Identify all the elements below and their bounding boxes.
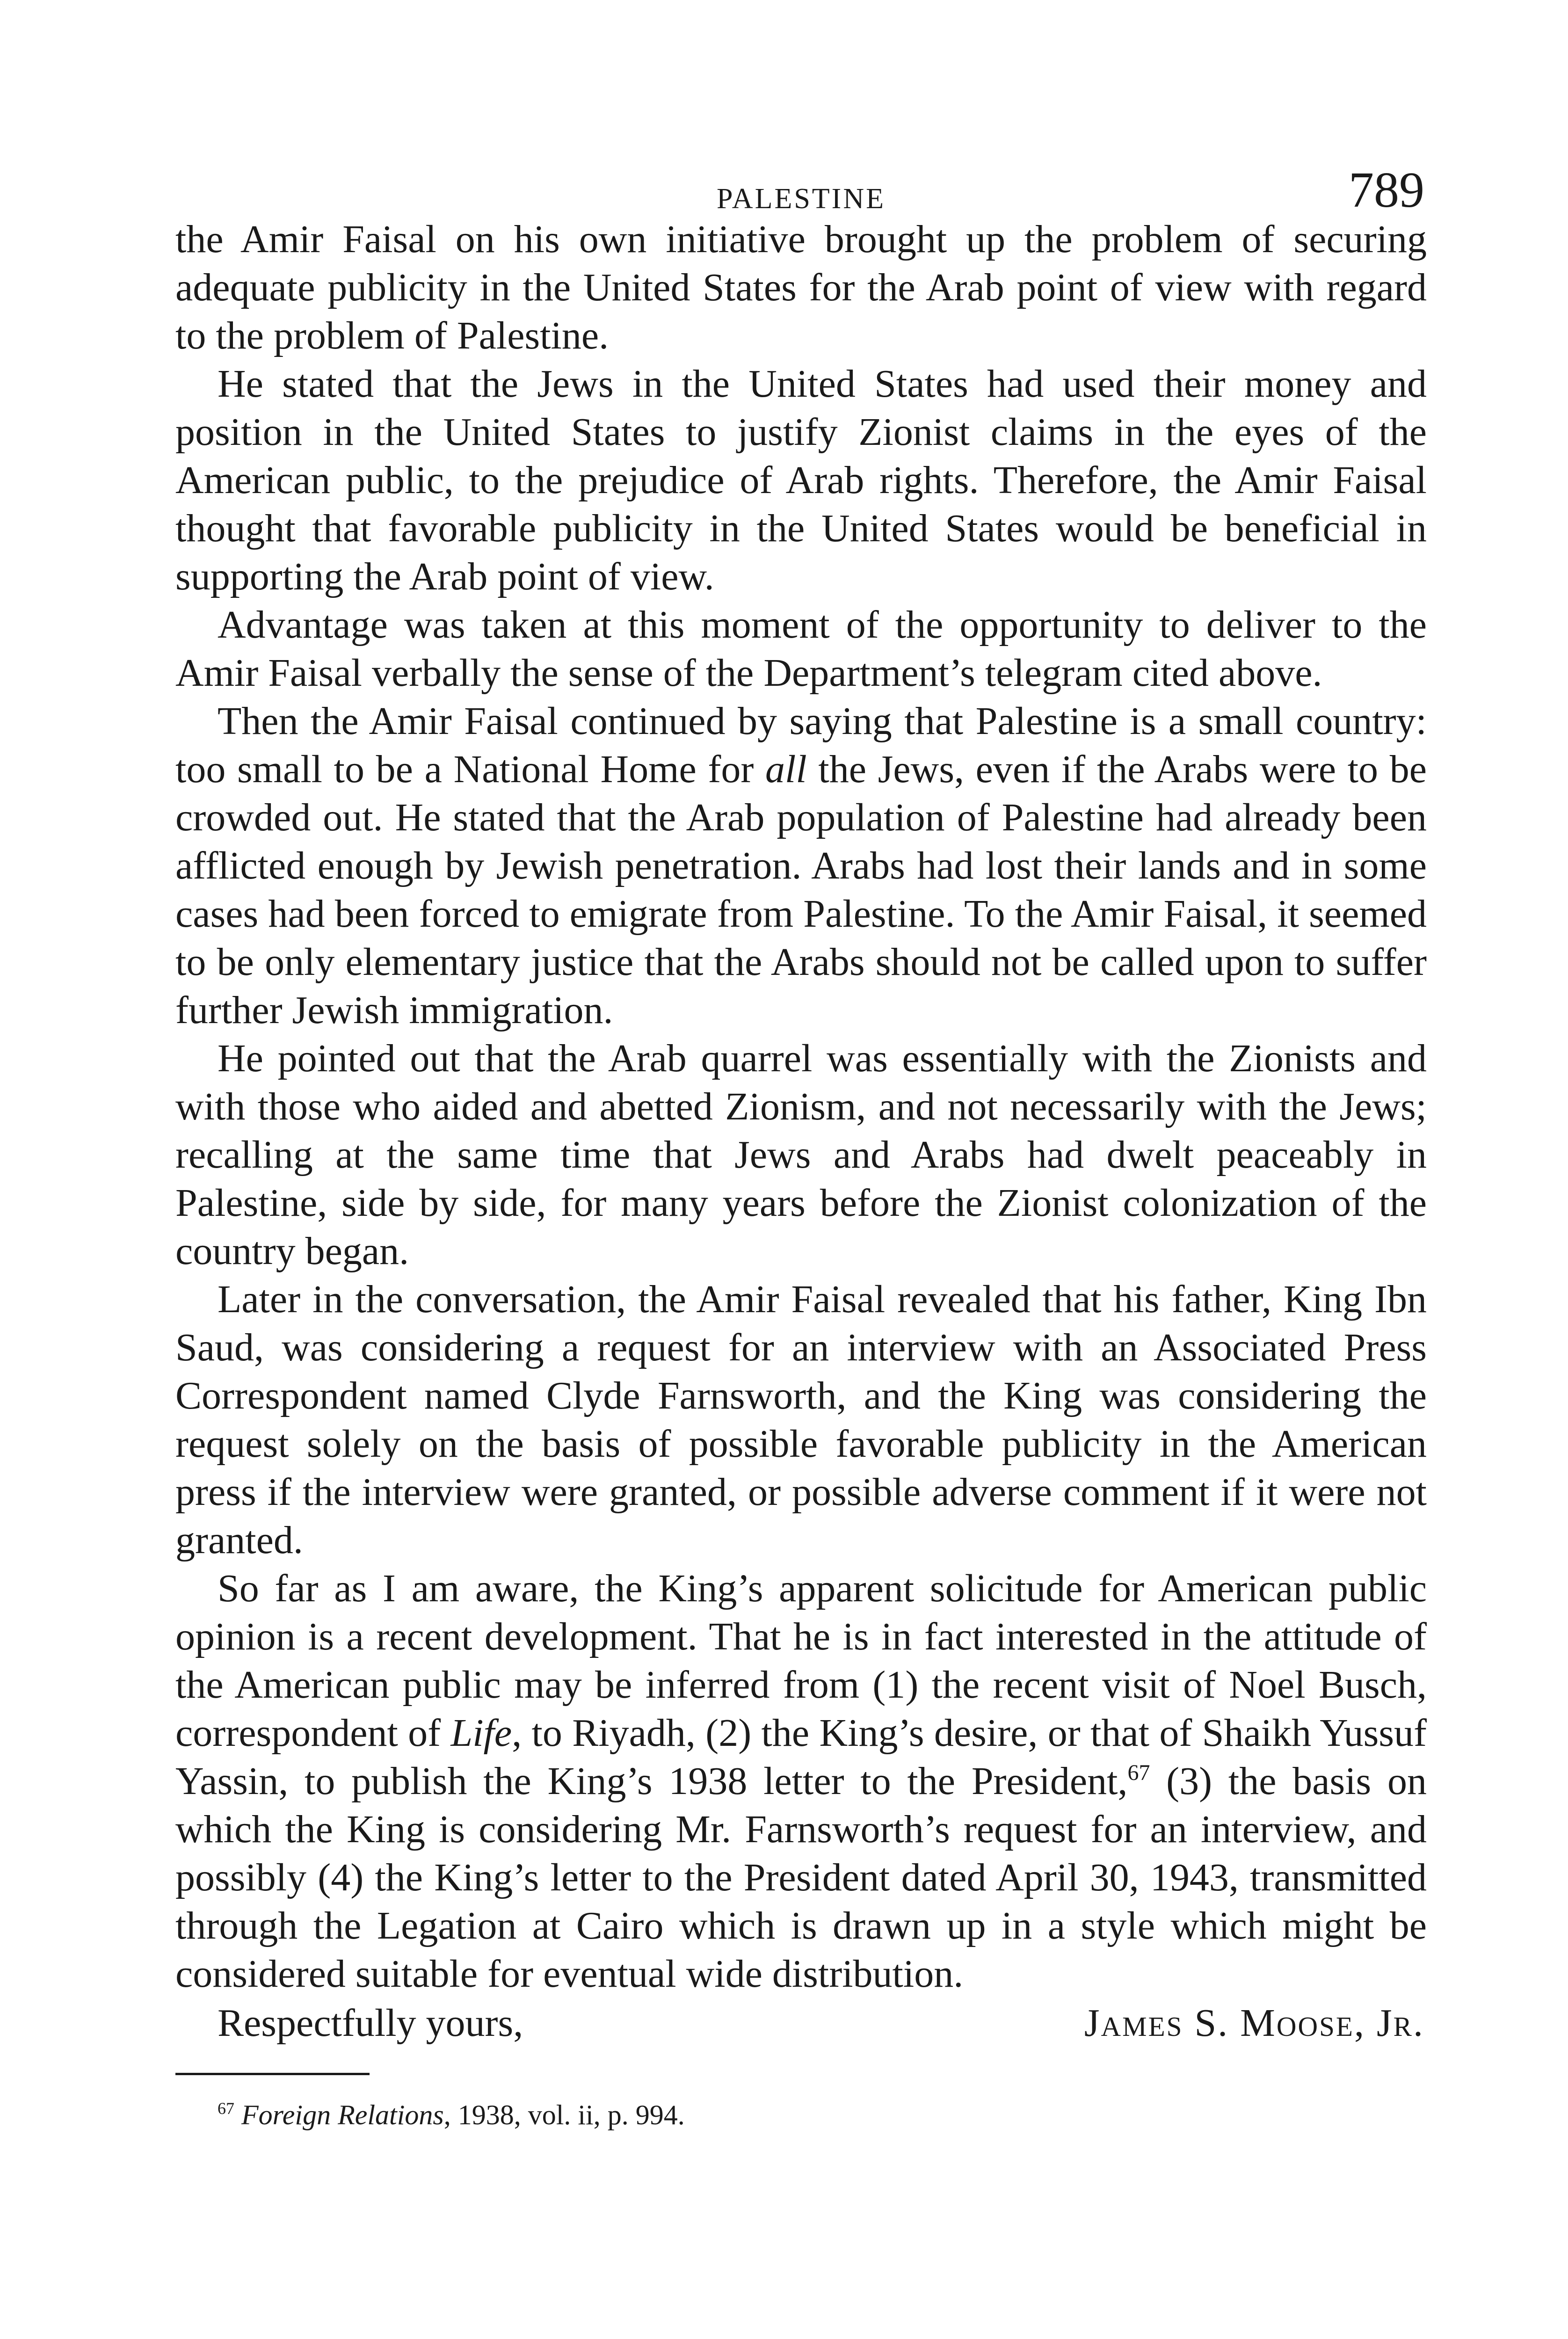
running-head: PALESTINE — [717, 183, 886, 215]
footnote-citation: , 1938, vol. ii, p. 994. — [443, 2099, 685, 2130]
paragraph-1: the Amir Faisal on his own initiative brought up the problem of securing adequate publicity in the United States for the Arab point of view with regard to the problem of Palestine. — [175, 218, 1427, 357]
closing-line — [175, 1999, 1427, 2047]
paragraph-4 — [175, 697, 1427, 1034]
paragraph-4-emphasis: all — [765, 748, 807, 791]
page-header — [175, 140, 1427, 218]
footnote — [175, 2096, 1427, 2134]
paragraph-4-text-a: Then the Amir Faisal continued by saying that Palestine is a small country: too small to be a National Home for — [175, 699, 1427, 791]
document-page — [175, 140, 1427, 2134]
paragraph-4-text-b: the Jews, even if the Arabs were to be crowded out. He stated that the Arab population of Palestine had already been afflicted enough by Jewish penetration. Arabs had lost their lands and in some cases had been forced to emigrate from Palestine. To the Amir Faisal, it seemed to be only elementary justice that the Arabs should not be called upon to suffer further Jewish immigration. — [175, 748, 1427, 1032]
footnote-reference[interactable]: 67 — [1127, 1760, 1150, 1785]
signature: James S. Moose, Jr. — [1084, 2001, 1424, 2045]
salutation: Respectfully yours, — [218, 2001, 523, 2045]
paragraph-3: Advantage was taken at this moment of the opportunity to deliver to the Amir Faisal verbally the sense of the Department’s telegram cited above. — [175, 603, 1427, 695]
life-magazine-title: Life — [450, 1711, 512, 1755]
paragraph-7 — [175, 1564, 1427, 1998]
paragraph-7-text-c: (3) the basis on which the King is considering Mr. Farnsworth’s request for an interview, and possibly (4) the King’s letter to the President dated April 30, 1943, transmitted through the Legation at Cairo which is drawn up in a style which might be considered suitable for eventual wide distribution. — [175, 1759, 1427, 1996]
body-text — [175, 215, 1427, 1998]
paragraph-6: Later in the conversation, the Amir Faisal revealed that his father, King Ibn Saud, was considering a request for an interview with an Associated Press Correspondent named Clyde Farnsworth, and the King was considering the request solely on the basis of possible favorable publicity in the American press if the interview were granted, or possible adverse comment if it were not granted. — [175, 1278, 1427, 1562]
paragraph-7-text-b: , to Riyadh, (2) the King’s desire, or that of Shaikh Yussuf Yassin, to publish the King’s 1938 letter to the President, — [175, 1711, 1427, 1803]
footnote-divider — [175, 2073, 370, 2075]
paragraph-7-text-a: So far as I am aware, the King’s apparent solicitude for American public opinion is a recent development. That he is in fact interested in the attitude of the American public may be inferred from (1) the recent visit of Noel Busch, correspondent of — [175, 1567, 1427, 1755]
page-number: 789 — [1349, 162, 1424, 218]
paragraph-2: He stated that the Jews in the United States had used their money and position in the United States to justify Zionist claims in the eyes of the American public, to the prejudice of Arab rights. Therefore, the Amir Faisal thought that favorable publicity in the United States would be beneficial in supporting the Arab point of view. — [175, 362, 1427, 598]
paragraph-5: He pointed out that the Arab quarrel was essentially with the Zionists and with those who aided and abetted Zionism, and not necessarily with the Jews; recalling at the same time that Jews and Arabs had dwelt peaceably in Palestine, side by side, for many years before the Zionist colonization of the country began. — [175, 1037, 1427, 1273]
footnote-marker: 67 — [218, 2099, 234, 2118]
footnote-title: Foreign Relations — [241, 2099, 444, 2130]
